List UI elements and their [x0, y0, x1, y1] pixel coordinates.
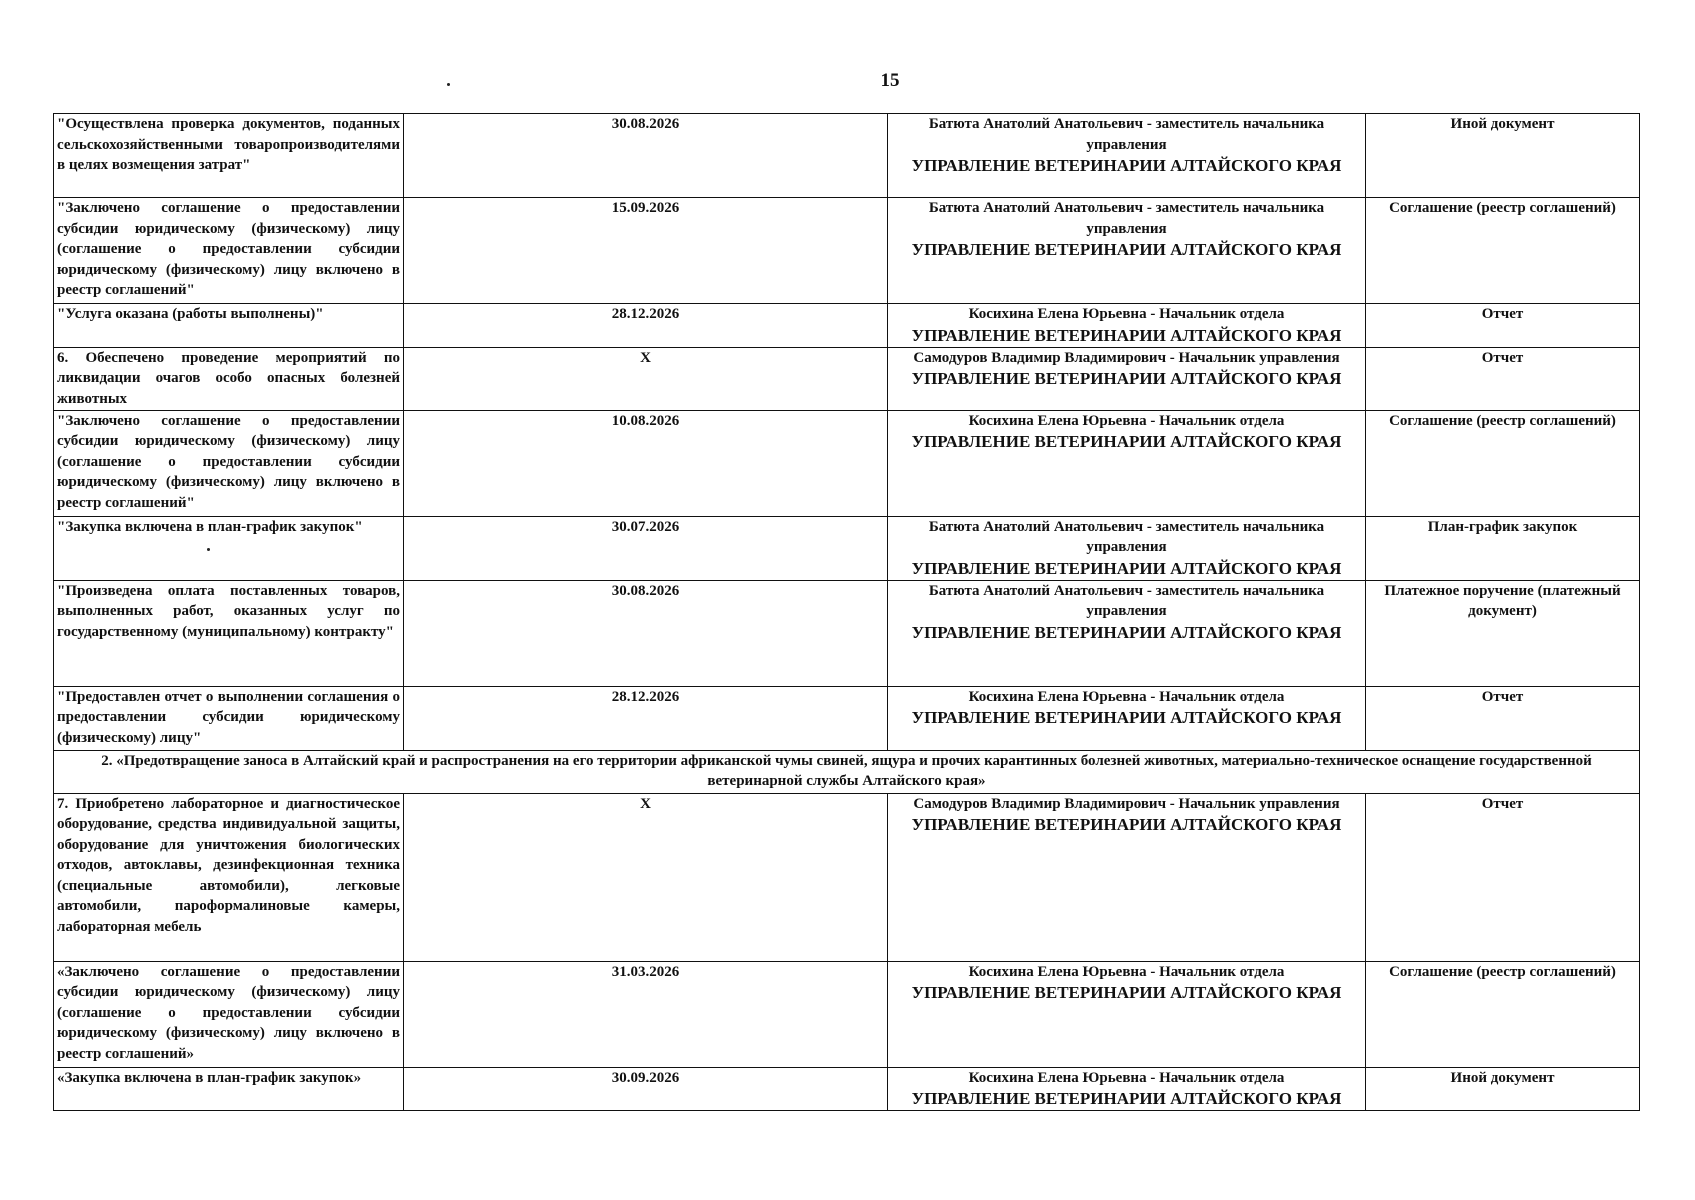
responsible-cell — [888, 1067, 1366, 1111]
document-cell: Иной документ — [1366, 114, 1640, 198]
responsible-person: Батюта Анатолий Анатольевич - заместитель начальника управления — [928, 518, 1325, 555]
responsible-cell — [888, 347, 1366, 410]
document-cell: Отчет — [1366, 347, 1640, 410]
responsible-person: Батюта Анатолий Анатольевич - заместитель начальника управления — [928, 116, 1325, 153]
event-cell: "Произведена оплата поставленных товаров, выполненных работ, оказанных услуг по государственному (муниципальному) контракту" — [54, 580, 404, 686]
responsible-org: УПРАВЛЕНИЕ ВЕТЕРИНАРИИ АЛТАЙСКОГО КРАЯ — [911, 325, 1342, 345]
responsible-person: Батюта Анатолий Анатольевич - заместитель начальника управления — [928, 200, 1325, 237]
event-cell: 7. Приобретено лабораторное и диагностическое оборудование, средства индивидуальной защиты, оборудование для уничтожения биологических отходов, автоклавы, дезинфекционная техника (специальные автомобили), легковые автомобили, пароформалиновые камеры, лабораторная мебель — [54, 793, 404, 961]
event-cell: 6. Обеспечено проведение мероприятий по ликвидации очагов особо опасных болезней животных — [54, 347, 404, 410]
event-cell: «Заключено соглашение о предоставлении субсидии юридическому (физическому) лицу (соглашение о предоставлении субсидии юридическому (физическому) лицу включено в реестр соглашений» — [54, 961, 404, 1067]
event-cell: "Заключено соглашение о предоставлении субсидии юридическому (физическому) лицу (соглашение о предоставлении субсидии юридическому (физическому) лицу включено в реестр соглашений" — [54, 410, 404, 516]
table-row — [54, 410, 1640, 516]
document-cell: Отчет — [1366, 686, 1640, 750]
responsible-person: Батюта Анатолий Анатольевич - заместитель начальника управления — [928, 582, 1325, 619]
document-cell: Платежное поручение (платежный документ) — [1366, 580, 1640, 686]
event-cell: «Закупка включена в план-график закупок» — [54, 1067, 404, 1111]
responsible-cell — [888, 304, 1366, 348]
responsible-cell — [888, 580, 1366, 686]
date-cell: 30.08.2026 — [404, 580, 888, 686]
document-cell: Соглашение (реестр соглашений) — [1366, 198, 1640, 304]
date-cell: 28.12.2026 — [404, 304, 888, 348]
date-cell: X — [404, 793, 888, 961]
responsible-cell — [888, 961, 1366, 1067]
event-cell: "Предоставлен отчет о выполнении соглашения о предоставлении субсидии юридическому (физическому) лицу" — [54, 686, 404, 750]
table-row — [54, 114, 1640, 198]
responsible-cell — [888, 516, 1366, 580]
document-cell: Иной документ — [1366, 1067, 1640, 1111]
date-cell: 31.03.2026 — [404, 961, 888, 1067]
table-row — [54, 198, 1640, 304]
table-row — [54, 686, 1640, 750]
plan-table — [53, 113, 1640, 1111]
responsible-org: УПРАВЛЕНИЕ ВЕТЕРИНАРИИ АЛТАЙСКОГО КРАЯ — [911, 815, 1342, 834]
responsible-person: Косихина Елена Юрьевна - Начальник отдела — [968, 963, 1285, 980]
responsible-org: УПРАВЛЕНИЕ ВЕТЕРИНАРИИ АЛТАЙСКОГО КРАЯ — [911, 369, 1342, 388]
date-cell: 30.09.2026 — [404, 1067, 888, 1111]
responsible-person: Косихина Елена Юрьевна - Начальник отдела — [968, 688, 1285, 705]
section-header-row — [54, 750, 1640, 793]
responsible-person: Косихина Елена Юрьевна - Начальник отдела — [968, 1069, 1285, 1086]
date-cell: 15.09.2026 — [404, 198, 888, 304]
responsible-org: УПРАВЛЕНИЕ ВЕТЕРИНАРИИ АЛТАЙСКОГО КРАЯ — [911, 240, 1342, 259]
event-cell: "Заключено соглашение о предоставлении субсидии юридическому (физическому) лицу (соглашение о предоставлении субсидии юридическому (физическому) лицу включено в реестр соглашений" — [54, 198, 404, 304]
table-row — [54, 961, 1640, 1067]
responsible-org: УПРАВЛЕНИЕ ВЕТЕРИНАРИИ АЛТАЙСКОГО КРАЯ — [911, 156, 1342, 175]
document-cell: Соглашение (реестр соглашений) — [1366, 410, 1640, 516]
responsible-org: УПРАВЛЕНИЕ ВЕТЕРИНАРИИ АЛТАЙСКОГО КРАЯ — [911, 558, 1342, 578]
responsible-org: УПРАВЛЕНИЕ ВЕТЕРИНАРИИ АЛТАЙСКОГО КРАЯ — [911, 432, 1342, 451]
responsible-cell — [888, 114, 1366, 198]
date-cell: 30.07.2026 — [404, 516, 888, 580]
responsible-person: Самодуров Владимир Владимирович - Начальник управления — [913, 349, 1340, 366]
date-cell: X — [404, 347, 888, 410]
responsible-org: УПРАВЛЕНИЕ ВЕТЕРИНАРИИ АЛТАЙСКОГО КРАЯ — [911, 1089, 1342, 1108]
scan-speck — [447, 83, 450, 86]
event-cell: "Осуществлена проверка документов, поданных сельскохозяйственными товаропроизводителями в целях возмещения затрат" — [54, 114, 404, 198]
event-cell: "Услуга оказана (работы выполнены)" — [54, 304, 404, 348]
section-title: 2. «Предотвращение заноса в Алтайский край и распространения на его территории африканской чумы свиней, ящура и прочих карантинных болезней животных, материально-техническое оснащение государственной ветеринарной службы Алтайского края» — [54, 750, 1640, 793]
date-cell: 30.08.2026 — [404, 114, 888, 198]
responsible-person: Самодуров Владимир Владимирович - Начальник управления — [913, 795, 1340, 812]
date-cell: 28.12.2026 — [404, 686, 888, 750]
table-row — [54, 516, 1640, 580]
table-row — [54, 793, 1640, 961]
document-cell: Отчет — [1366, 793, 1640, 961]
document-cell: План-график закупок — [1366, 516, 1640, 580]
responsible-cell — [888, 686, 1366, 750]
responsible-org: УПРАВЛЕНИЕ ВЕТЕРИНАРИИ АЛТАЙСКОГО КРАЯ — [911, 983, 1342, 1002]
date-cell: 10.08.2026 — [404, 410, 888, 516]
document-cell: Отчет — [1366, 304, 1640, 348]
table-row — [54, 347, 1640, 410]
page-number: 15 — [880, 70, 900, 91]
table-row — [54, 304, 1640, 348]
responsible-person: Косихина Елена Юрьевна - Начальник отдела — [968, 306, 1285, 322]
responsible-org: УПРАВЛЕНИЕ ВЕТЕРИНАРИИ АЛТАЙСКОГО КРАЯ — [911, 622, 1342, 642]
table-row — [54, 580, 1640, 686]
document-cell: Соглашение (реестр соглашений) — [1366, 961, 1640, 1067]
responsible-org: УПРАВЛЕНИЕ ВЕТЕРИНАРИИ АЛТАЙСКОГО КРАЯ — [911, 708, 1342, 727]
responsible-person: Косихина Елена Юрьевна - Начальник отдела — [968, 412, 1285, 429]
table-row — [54, 1067, 1640, 1111]
responsible-cell — [888, 198, 1366, 304]
responsible-cell — [888, 410, 1366, 516]
event-cell: "Закупка включена в план-график закупок" — [54, 516, 404, 580]
responsible-cell — [888, 793, 1366, 961]
